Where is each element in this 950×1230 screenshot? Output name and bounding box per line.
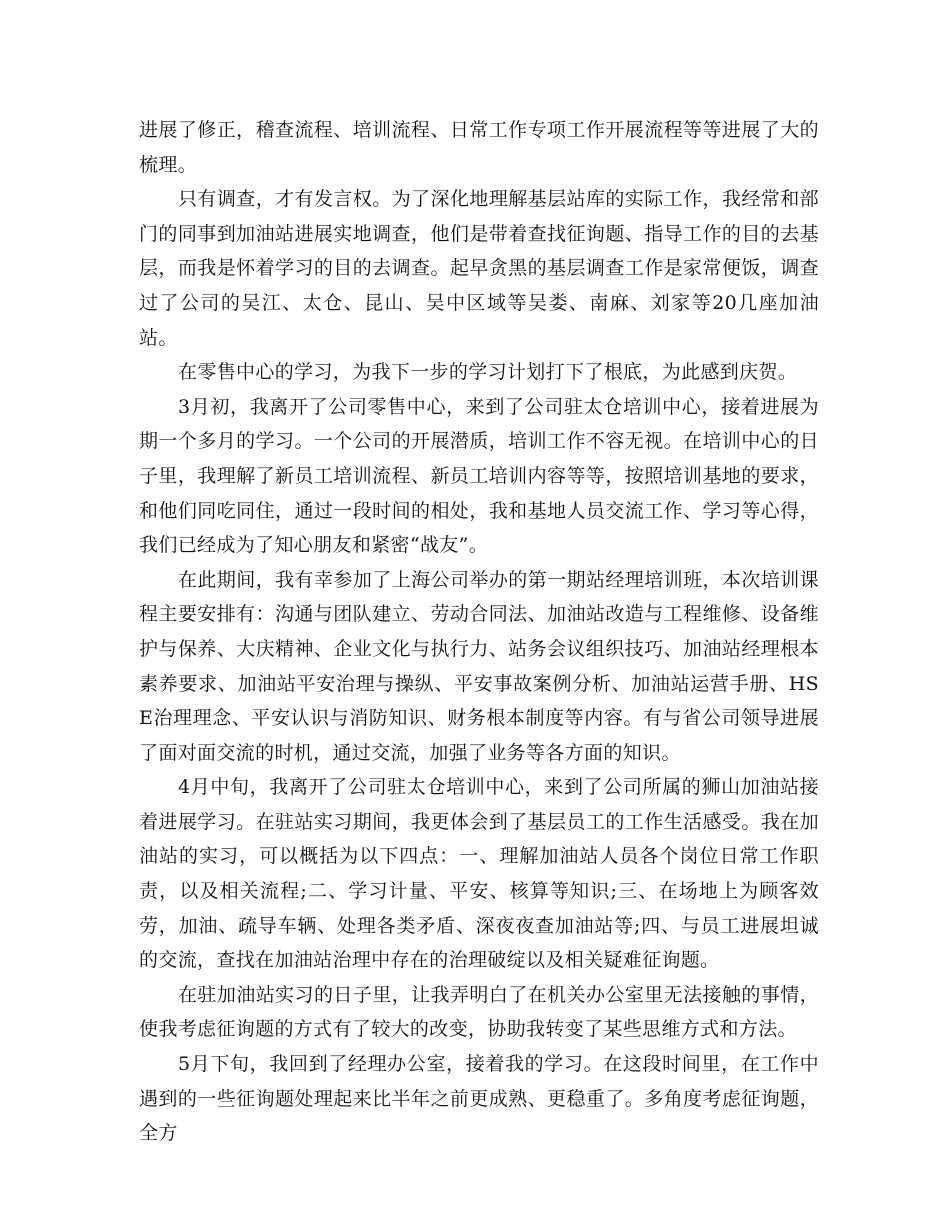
paragraph-2: 只有调查，才有发言权。为了深化地理解基层站库的实际工作，我经常和部门的同事到加油站进展实地调查，他们是带着查找征询题、指导工作的目的去基层，而我是怀着学习的目的去调查。起早贪黑的基层调查工作是家常便饭，调查过了公司的吴江、太仓、昆山、吴中区域等吴娄、南麻、刘家等20几座加油站。 — [139, 188, 819, 349]
paragraph-6: 4月中旬，我离开了公司驻太仓培训中心，来到了公司所属的狮山加油站接着进展学习。在驻站实习期间，我更体会到了基层员工的工作生活感受。我在加油站的实习，可以概括为以下四点：一、理解加油站人员各个岗位日常工作职责，以及相关流程;二、学习计量、平安、核算等知识;三、在场地上为顾客效劳，加油、疏导车辆、处理各类矛盾、深夜夜查加油站等;四、与员工进展坦诚的交流，查找在加油站治理中存在的治理破绽以及相关疑难征询题。 — [139, 776, 819, 972]
paragraph-1: 进展了修正，稽查流程、培训流程、日常工作专项工作开展流程等等进展了大的梳理。 — [139, 119, 819, 176]
paragraph-7: 在驻加油站实习的日子里，让我弄明白了在机关办公室里无法接触的事情，使我考虑征询题的方式有了较大的改变，协助我转变了某些思维方式和方法。 — [139, 983, 819, 1041]
document-body — [139, 113, 819, 1151]
paragraph-4: 3月初，我离开了公司零售中心，来到了公司驻太仓培训中心，接着进展为期一个多月的学习。一个公司的开展潜质，培训工作不容无视。在培训中心的日子里，我理解了新员工培训流程、新员工培训内容等等，按照培训基地的要求，和他们同吃同住，通过一段时间的相处，我和基地人员交流工作、学习等心得，我们已经成为了知心朋友和紧密“战友”。 — [139, 395, 819, 557]
paragraph-5: 在此期间，我有幸参加了上海公司举办的第一期站经理培训班，本次培训课程主要安排有：沟通与团队建立、劳动合同法、加油站改造与工程维修、设备维护与保养、大庆精神、企业文化与执行力、站务会议组织技巧、加油站经理根本素养要求、加油站平安治理与操纵、平安事故案例分析、加油站运营手册、HSE治理理念、平安认识与消防知识、财务根本制度等内容。有与省公司领导进展了面对面交流的时机，通过交流，加强了业务等各方面的知识。 — [139, 568, 819, 764]
paragraph-8: 5月下旬，我回到了经理办公室，接着我的学习。在这段时间里，在工作中遇到的一些征询题处理起来比半年之前更成熟、更稳重了。多角度考虑征询题，全方 — [139, 1053, 819, 1145]
paragraph-3: 在零售中心的学习，为我下一步的学习计划打下了根底，为此感到庆贺。 — [178, 361, 798, 384]
